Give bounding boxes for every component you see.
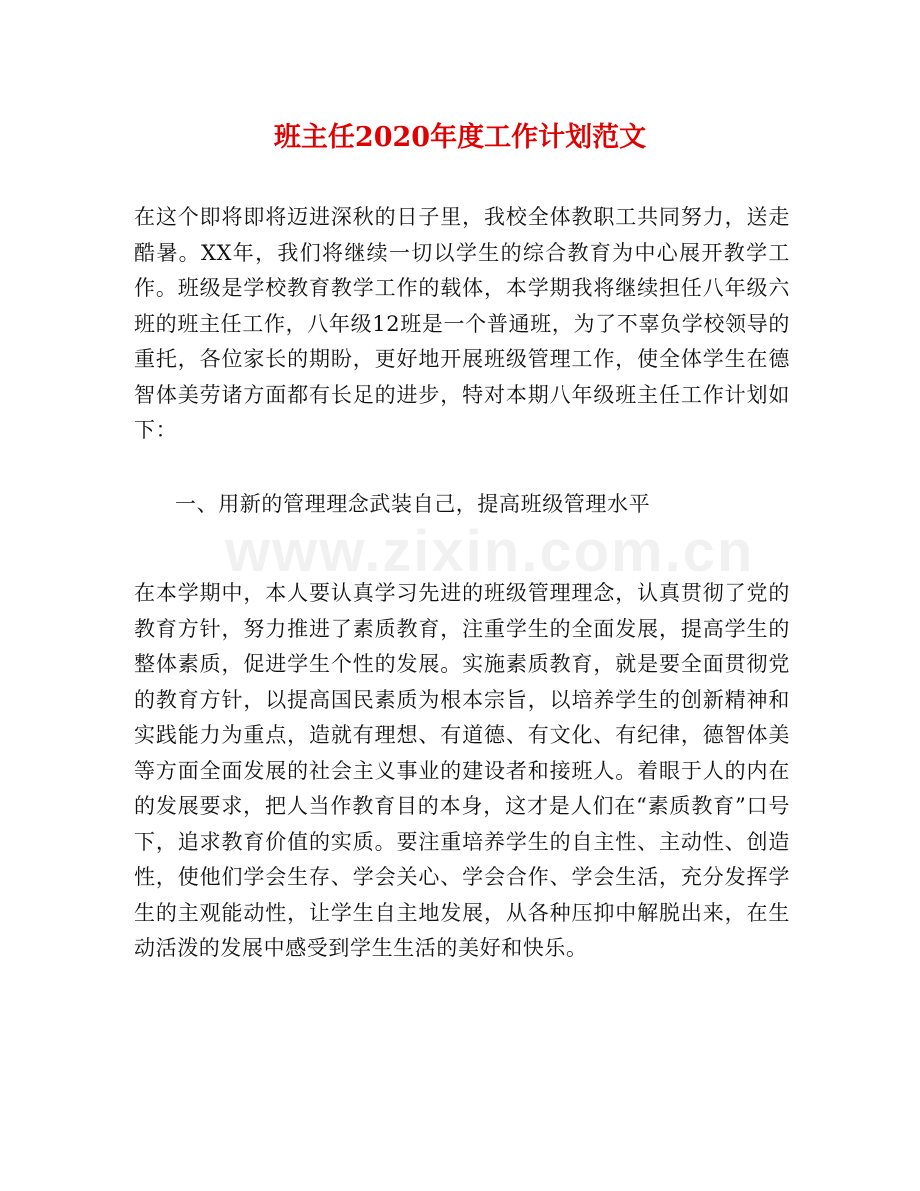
watermark-text: www.zixin.com.cn	[225, 519, 755, 584]
section-heading-1: 一、用新的管理理念武装自己，提高班级管理水平	[175, 492, 651, 516]
intro-paragraph: 在这个即将即将迈进深秋的日子里，我校全体教职工共同努力，送走酷暑。XX年，我们将继续一切以学生的综合教育为中心展开教学工作。班级是学校教育教学工作的载体，本学期我将继续担任八年级六班的班主任工作，八年级12班是一个普通班，为了不辜负学校领导的重托，各位家长的期盼，更好地开展班级管理工作，使全体学生在德智体美劳诸方面都有长足的进步，特对本期八年级班主任工作计划如下：	[134, 205, 790, 442]
section-1-paragraph: 在本学期中，本人要认真学习先进的班级管理理念，认真贯彻了党的教育方针，努力推进了素质教育，注重学生的全面发展，提高学生的整体素质，促进学生个性的发展。实施素质教育，就是要全面贯彻党的教育方针，以提高国民素质为根本宗旨，以培养学生的创新精神和实践能力为重点，造就有理想、有道德、有文化、有纪律，德智体美等方面全面发展的社会主义事业的建设者和接班人。着眼于人的内在的发展要求，把人当作教育目的本身，这才是人们在“素质教育”口号下，追求教育价值的实质。要注重培养学生的自主性、主动性、创造性，使他们学会生存、学会关心、学会合作、学会生活，充分发挥学生的主观能动性，让学生自主地发展，从各种压抑中解脱出来，在生动活泼的发展中感受到学生生活的美好和快乐。	[134, 581, 790, 960]
document-title: 班主任2020年度工作计划范文	[273, 122, 647, 153]
